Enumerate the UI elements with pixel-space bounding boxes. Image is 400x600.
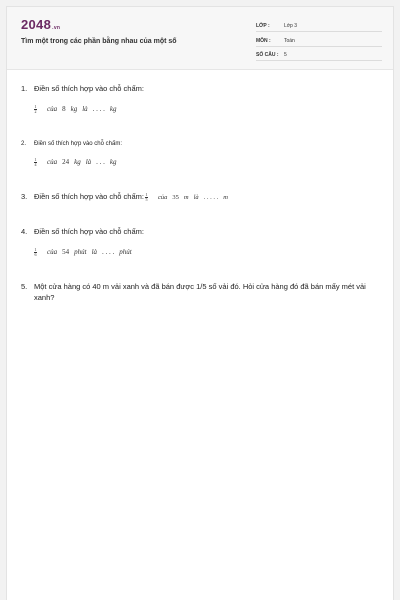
- question-text: Điền số thích hợp vào chỗ chấm:: [34, 141, 122, 147]
- worksheet-header: [7, 7, 393, 70]
- expr-unit: kg: [74, 158, 81, 167]
- question-text: Điền số thích hợp vào chỗ chấm:: [34, 192, 144, 201]
- question-text: Điền số thích hợp vào chỗ chấm:: [34, 84, 144, 93]
- logo-suffix: .vn: [52, 25, 61, 31]
- word-cua: của: [157, 194, 168, 201]
- fraction-denominator: 4: [34, 162, 37, 167]
- answer-blank[interactable]: . . . .: [102, 248, 115, 257]
- expr-unit: m: [223, 194, 228, 201]
- site-logo[interactable]: [21, 17, 60, 32]
- answer-blank[interactable]: . . .: [96, 158, 105, 167]
- word-la: là: [91, 248, 98, 257]
- question-number: 3.: [21, 192, 28, 201]
- answer-blank[interactable]: . . . .: [92, 105, 105, 114]
- word-cua: của: [47, 158, 58, 167]
- question-number: 5.: [21, 282, 28, 291]
- meta-value: Lớp 3: [284, 23, 298, 29]
- expr-unit: kg: [109, 158, 117, 167]
- question-4-expression: [34, 248, 137, 257]
- expr-value: 8: [62, 105, 66, 114]
- expr-unit: phút: [74, 248, 87, 257]
- word-cua: của: [47, 248, 58, 257]
- meta-label: SỐ CÂU :: [256, 52, 279, 58]
- question-number: 1.: [21, 84, 28, 93]
- worksheet: [6, 6, 394, 600]
- question-3-line: [34, 191, 379, 203]
- fraction-denominator: 5: [145, 197, 148, 203]
- fraction-denominator: 2: [34, 109, 37, 114]
- logo-text: 2048: [21, 17, 52, 32]
- word-cua: của: [47, 105, 58, 114]
- fraction-numerator: 1: [34, 157, 37, 162]
- question-2-expression: [34, 158, 122, 167]
- word-la: là: [82, 105, 88, 114]
- question-number: 4.: [21, 227, 28, 236]
- fraction: [145, 193, 153, 202]
- question-3-expression: [145, 194, 233, 201]
- question-number: 2.: [21, 141, 27, 147]
- word-la: là: [85, 158, 92, 167]
- question-text: Một cửa hàng có 40 m vải xanh và đã bán được 1/5 số vải đó. Hỏi cửa hàng đó đã bán mấy mét vải xanh?: [34, 282, 366, 302]
- meta-label: LỚP :: [256, 23, 270, 29]
- meta-value: Toán: [284, 38, 295, 44]
- meta-question-count: [256, 51, 382, 61]
- fraction: [34, 158, 42, 167]
- meta-label: MÔN :: [256, 38, 271, 44]
- fraction-numerator: 1: [34, 104, 37, 109]
- question-1-expression: [34, 105, 122, 114]
- expr-value: 35: [172, 194, 179, 201]
- expr-unit: kg: [70, 105, 78, 114]
- expr-unit: m: [183, 194, 189, 201]
- fraction: [34, 105, 42, 114]
- fraction-numerator: 1: [145, 192, 148, 198]
- fraction-numerator: 1: [34, 247, 37, 252]
- meta-subject: [256, 37, 382, 47]
- expr-unit: kg: [109, 105, 117, 114]
- worksheet-title: Tìm một trong các phần bằng nhau của một số: [21, 38, 177, 45]
- fraction-denominator: 6: [34, 252, 37, 257]
- expr-unit: phút: [119, 248, 132, 257]
- word-la: là: [193, 194, 199, 201]
- question-text: Điền số thích hợp vào chỗ chấm:: [34, 227, 144, 236]
- expr-value: 54: [62, 248, 70, 257]
- meta-class: [256, 22, 382, 32]
- answer-blank[interactable]: . . . . .: [203, 194, 219, 201]
- meta-value: 5: [284, 52, 287, 58]
- expr-value: 24: [62, 158, 70, 167]
- fraction: [34, 248, 42, 257]
